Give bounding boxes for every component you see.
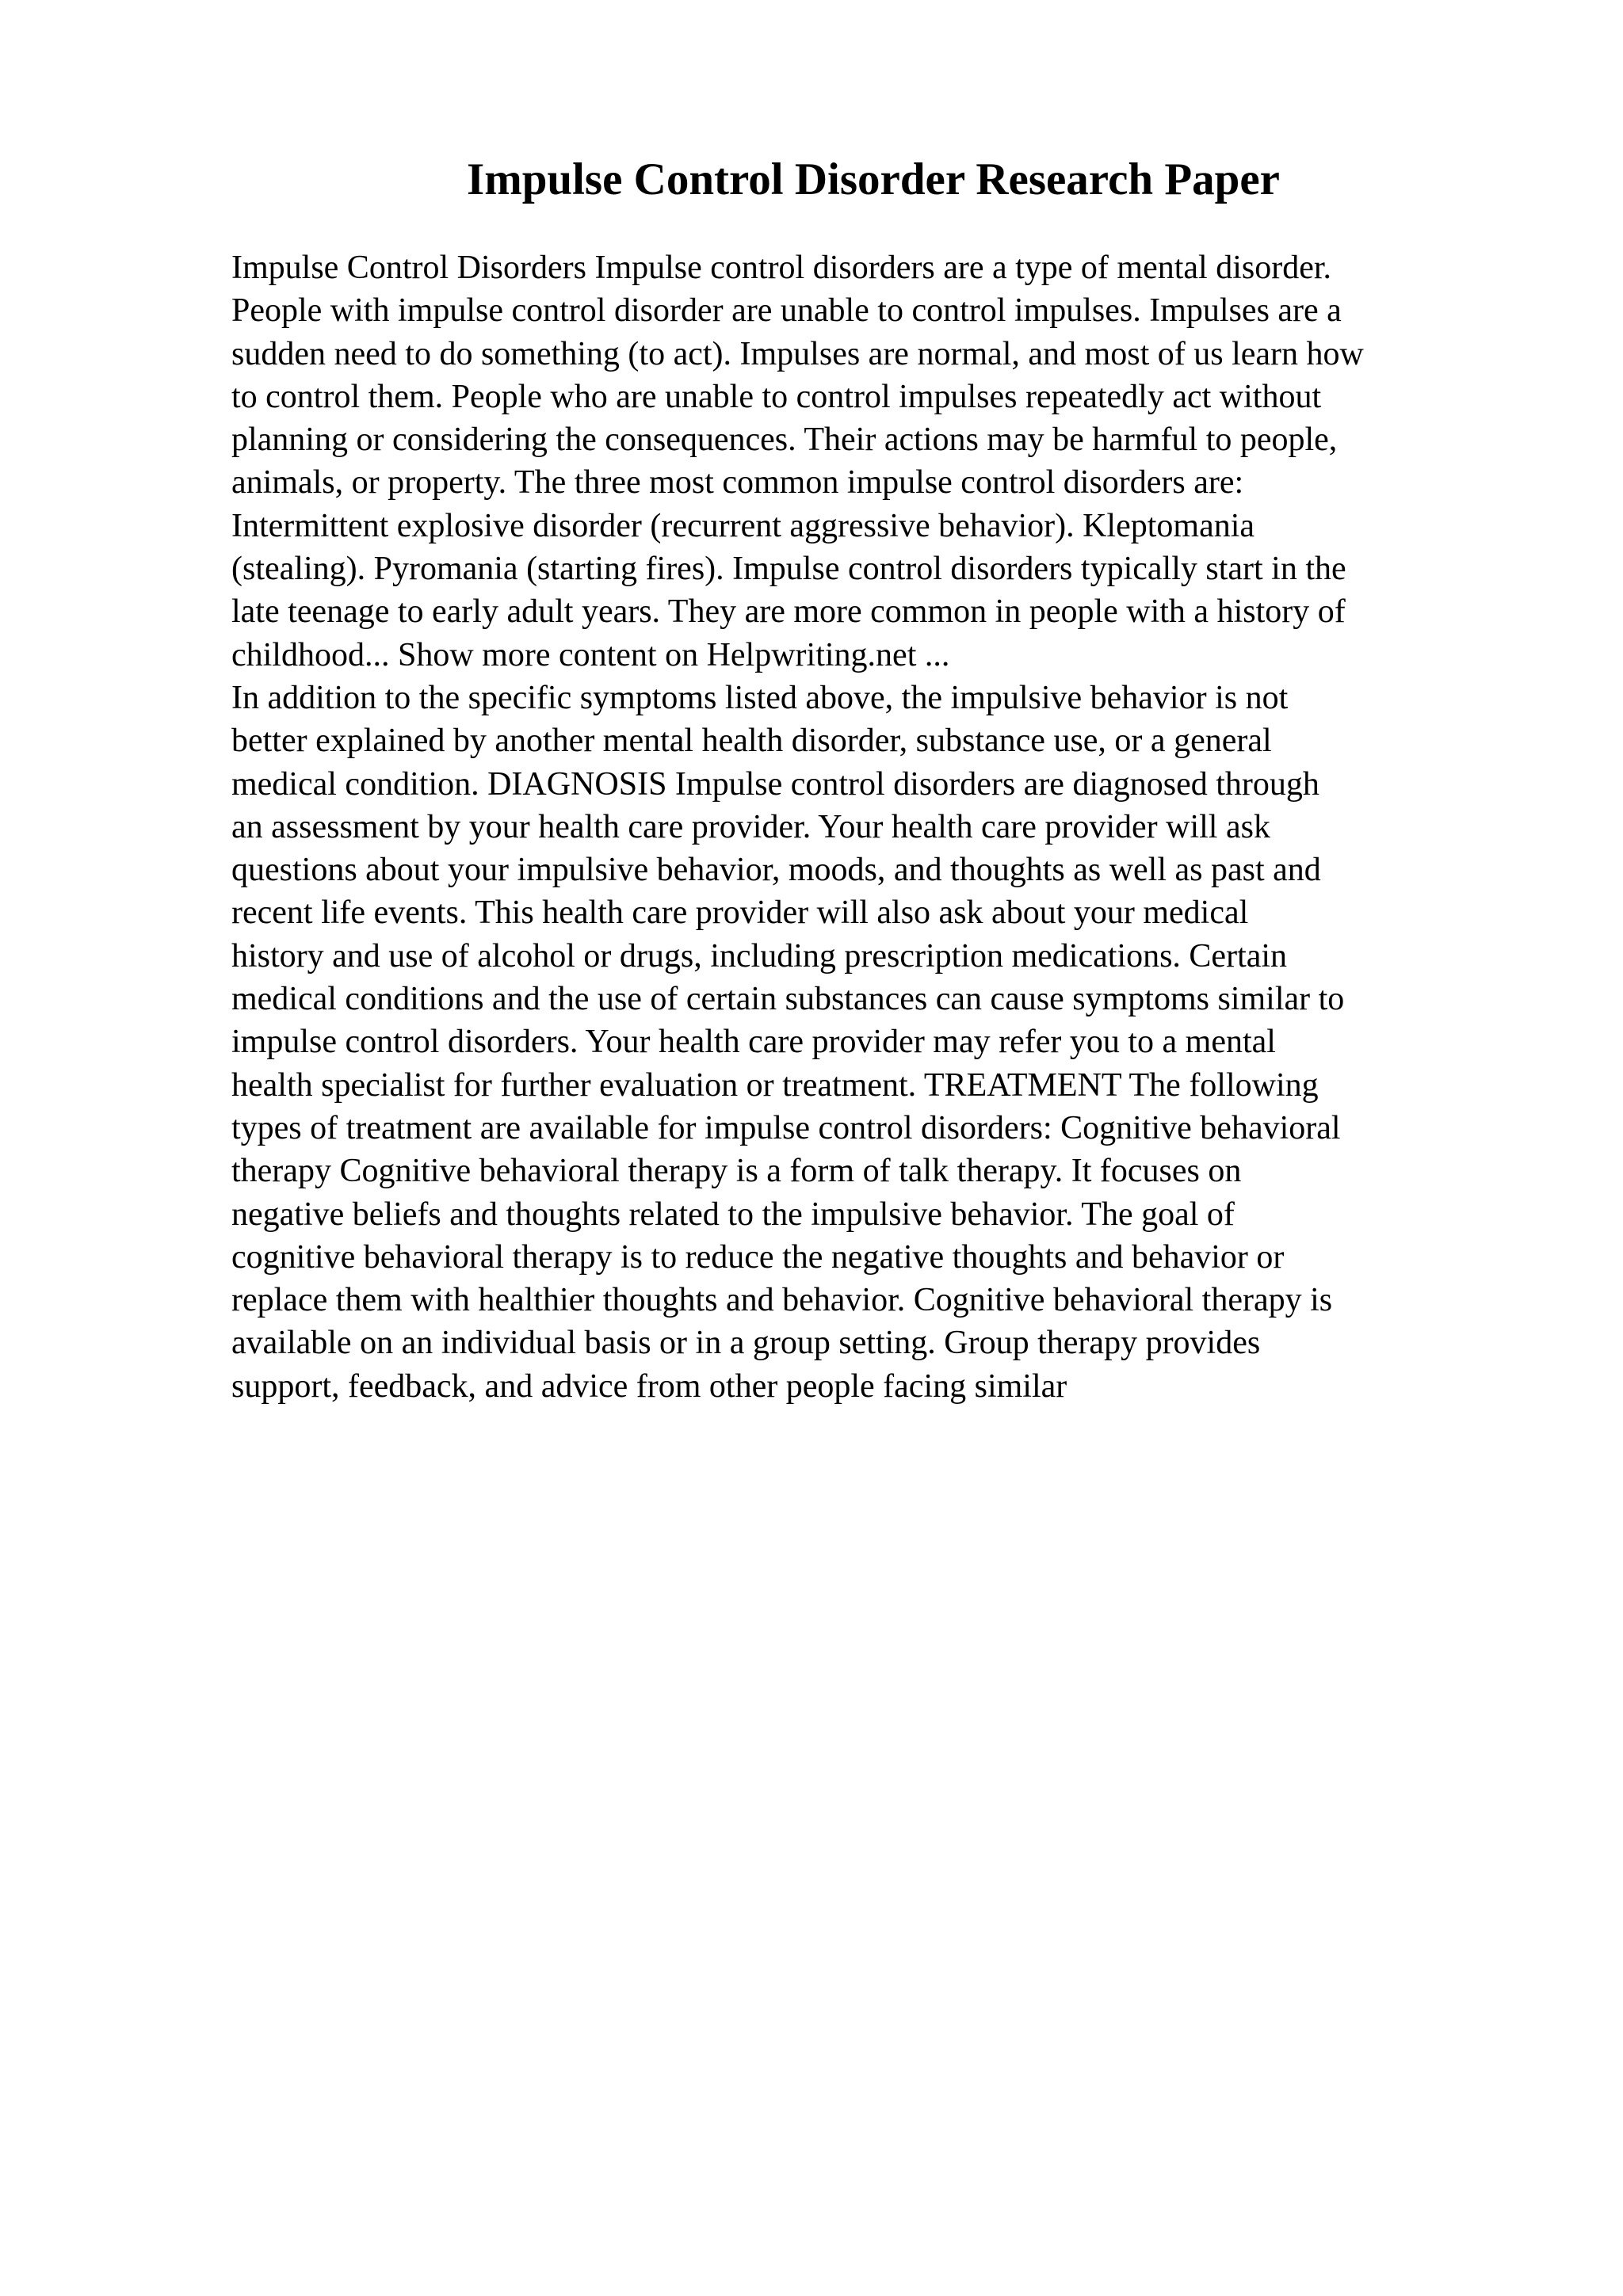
body-line: medical condition. DIAGNOSIS Impulse control disorders are diagnosed through [231, 765, 1319, 803]
document-title: Impulse Control Disorder Research Paper [467, 154, 1280, 204]
body-line: replace them with healthier thoughts and behavior. Cognitive behavioral therapy is [231, 1282, 1333, 1319]
body-line: (stealing). Pyromania (starting fires). Impulse control disorders typically start in the [231, 551, 1346, 588]
document-body [231, 246, 1515, 1408]
body-line: support, feedback, and advice from other people facing similar [231, 1367, 1067, 1405]
body-line: recent life events. This health care provider will also ask about your medical [231, 894, 1249, 932]
body-line: therapy Cognitive behavioral therapy is a form of talk therapy. It focuses on [231, 1153, 1242, 1190]
body-line: childhood... Show more content on Helpwriting.net ... [231, 636, 950, 673]
body-line: negative beliefs and thoughts related to the impulsive behavior. The goal of [231, 1196, 1235, 1233]
body-line: better explained by another mental health disorder, substance use, or a general [231, 723, 1272, 760]
body-line: types of treatment are available for impulse control disorders: Cognitive behavioral [231, 1109, 1341, 1146]
body-line: Intermittent explosive disorder (recurrent aggressive behavior). Kleptomania [231, 507, 1255, 544]
body-line: medical conditions and the use of certain substances can cause symptoms similar to [231, 981, 1345, 1018]
body-line: late teenage to early adult years. They are more common in people with a history of [231, 593, 1346, 631]
body-line: sudden need to do something (to act). Impulses are normal, and most of us learn how [231, 335, 1364, 372]
body-line: animals, or property. The three most common impulse control disorders are: [231, 464, 1244, 502]
body-line: an assessment by your health care provider. Your health care provider will ask [231, 808, 1270, 845]
body-line: health specialist for further evaluation or treatment. TREATMENT The following [231, 1066, 1319, 1104]
body-line: cognitive behavioral therapy is to reduce the negative thoughts and behavior or [231, 1238, 1285, 1276]
body-line: planning or considering the consequences. Their actions may be harmful to people, [231, 421, 1338, 459]
body-line: impulse control disorders. Your health care provider may refer you to a mental [231, 1024, 1276, 1061]
body-line: history and use of alcohol or drugs, including prescription medications. Certain [231, 937, 1288, 974]
body-line: People with impulse control disorder are unable to control impulses. Impulses are a [231, 292, 1342, 330]
body-line: questions about your impulsive behavior, moods, and thoughts as well as past and [231, 852, 1321, 889]
body-line: available on an individual basis or in a group setting. Group therapy provides [231, 1325, 1261, 1362]
body-line: Impulse Control Disorders Impulse control disorders are a type of mental disorder. [231, 250, 1332, 286]
body-line: to control them. People who are unable to control impulses repeatedly act without [231, 378, 1322, 415]
body-line: In addition to the specific symptoms listed above, the impulsive behavior is not [231, 679, 1289, 716]
